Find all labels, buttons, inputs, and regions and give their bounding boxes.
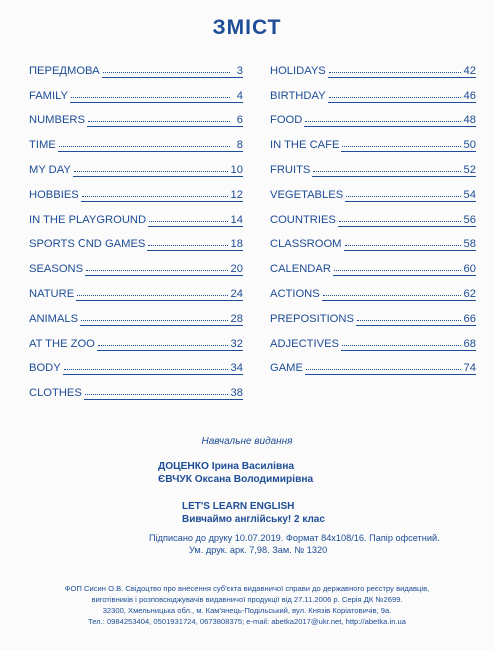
toc-entry-page: 34 [230,362,243,375]
page-title: ЗМІСТ [212,16,282,39]
toc-entry [270,301,476,326]
toc-entry-label: ПЕРЕДМОВА [29,64,100,77]
toc-entry-label: FOOD [270,114,303,127]
toc-leader-dots [306,368,461,370]
publisher-line-3: 32300, Хмельницька обл., м. Кам'янець-Подільський, вул. Князів Коріатовичів, 9а. [102,606,392,615]
toc-entry [29,326,243,351]
toc-entry [270,127,476,152]
toc-leader-dots [346,195,460,197]
toc-leader-dots [149,220,227,222]
toc-leader-dots [342,344,461,346]
toc-entry-label: FRUITS [270,163,311,176]
toc-leader-dots [305,120,460,122]
toc-leader-dots [329,96,461,98]
toc-entry-page: 12 [230,188,243,201]
toc-entry-page: 3 [236,64,243,77]
toc-entry-page: 68 [463,337,476,350]
toc-leader-dots [74,170,228,172]
toc-entry [270,152,476,177]
toc-entry [270,276,476,301]
publisher-line-4: Тел.: 0984253404, 0501931724, 0673808375; e-mail: abetka2017@ukr.net, http://abetka.in.ua [88,617,406,626]
toc-entry-page: 8 [236,139,243,152]
toc-entry-page: 20 [230,263,243,276]
toc-entry-page: 54 [463,188,476,201]
toc-entry [29,227,243,252]
toc-entry-label: ANIMALS [29,312,79,325]
toc-entry-page: 60 [463,263,476,276]
author-1: ДОЦЕНКО Ірина Василівна [158,461,295,472]
print-info [0,532,494,556]
toc-entry-page: 4 [236,89,243,102]
print-line-1: Підписано до друку 10.07.2019. Формат 84x108/16. Папір офсетний. [149,533,440,543]
toc-entry [270,78,476,103]
toc-entry-label: CLOTHES [29,387,82,400]
toc-leader-dots [357,319,461,321]
toc-entry [270,227,476,252]
toc-entry [270,53,476,78]
toc-entry-label: SEASONS [29,263,84,276]
toc-entry [29,301,243,326]
toc-leader-dots [148,244,227,246]
toc-leader-dots [103,71,230,73]
toc-leader-dots [85,393,228,395]
toc-entry-page: 18 [230,238,243,251]
toc-leader-dots [323,294,461,296]
toc-entry [270,103,476,128]
toc-leader-dots [59,145,230,147]
toc-entry-page: 58 [463,238,476,251]
toc-leader-dots [86,269,227,271]
toc-entry-page: 14 [230,213,243,226]
toc-entry-page: 48 [463,114,476,127]
toc-entry-label: PREPOSITIONS [270,312,354,325]
toc-leader-dots [345,244,461,246]
toc-entry-page: 6 [236,114,243,127]
toc-entry [29,251,243,276]
print-line-2: Ум. друк. арк. 7,98. Зам. № 1320 [189,545,328,555]
toc-entry-page: 46 [463,89,476,102]
authors [0,461,494,486]
toc-entry [29,351,243,376]
toc-entry-label: GAME [270,362,303,375]
toc-entry-page: 56 [463,213,476,226]
toc-entry [270,326,476,351]
toc-entry-label: VEGETABLES [270,188,344,201]
toc-entry-label: BIRTHDAY [270,89,326,102]
author-2: ЄВЧУК Оксана Володимирівна [158,473,314,485]
toc-entry [29,127,243,152]
toc-entry-label: ACTIONS [270,287,320,300]
toc-entry-label: IN THE PLAYGROUND [29,213,147,226]
toc-entry [29,276,243,301]
toc-entry [29,202,243,227]
toc-entry-page: 24 [230,287,243,300]
toc-entry [29,103,243,128]
toc-entry-page: 66 [463,312,476,325]
toc-leader-dots [82,195,228,197]
toc-entry-page: 32 [230,337,243,350]
toc-entry-page: 52 [463,163,476,176]
toc-entry-label: HOBBIES [29,188,79,201]
toc-entry-label: NATURE [29,287,75,300]
toc-entry-page: 42 [463,64,476,77]
book-subtitle: Вивчаймо англійську! 2 клас [182,514,325,525]
toc-entry-label: NUMBERS [29,114,85,127]
toc-leader-dots [64,368,228,370]
toc-entry [29,53,243,78]
toc-entry [29,152,243,177]
toc-leader-dots [71,96,230,98]
toc-entry-page: 50 [463,139,476,152]
toc-leader-dots [339,220,461,222]
toc-leader-dots [98,344,228,346]
toc-entry [29,177,243,202]
toc-left-column [29,53,243,400]
toc-entry-page: 62 [463,287,476,300]
toc-entry [29,78,243,103]
toc-entry-label: AT THE ZOO [29,337,95,350]
toc-leader-dots [81,319,227,321]
toc-entry [270,177,476,202]
book-title: LET'S LEARN ENGLISH [182,501,295,512]
toc-entry-page: 28 [230,312,243,325]
edition-type: Навчальне видання [201,436,293,447]
toc-leader-dots [329,71,461,73]
toc-entry-label: SPORTS ⅭND GAMES [29,238,146,251]
toc-entry-label: TIME [29,139,56,152]
toc-entry-label: HOLIDAYS [270,64,326,77]
toc-leader-dots [334,269,461,271]
toc-entry [29,375,243,400]
toc-entry-page: 38 [230,387,243,400]
toc-entry-label: BODY [29,362,61,375]
toc-entry-label: FAMILY [29,89,68,102]
toc-leader-dots [342,145,460,147]
toc-right-column [270,53,476,375]
toc-entry-label: ADJECTIVES [270,337,340,350]
toc-entry-label: CALENDAR [270,263,331,276]
publisher-line-2: виготівників і розповсюджувачів видавничої продукції від 27.11.2006 р. Серія ДК №2699. [91,595,403,604]
publisher-info [0,583,494,627]
book-title-block [0,500,494,526]
toc-entry [270,351,476,376]
toc-entry-label: MY DAY [29,163,71,176]
toc-entry-label: CLASSROOM [270,238,342,251]
toc-entry [270,251,476,276]
toc-leader-dots [313,170,460,172]
toc-leader-dots [88,120,230,122]
toc-entry-page: 74 [463,362,476,375]
toc-entry-label: IN THE CAFE [270,139,340,152]
toc-entry-page: 10 [230,163,243,176]
toc-leader-dots [77,294,227,296]
publisher-line-1: ФОП Сисин О.В. Свідоцтво про внесення суб'єкта видавничої справи до державного реєстру видавців, [64,584,430,593]
toc-entry [270,202,476,227]
toc-entry-label: COUNTRIES [270,213,336,226]
